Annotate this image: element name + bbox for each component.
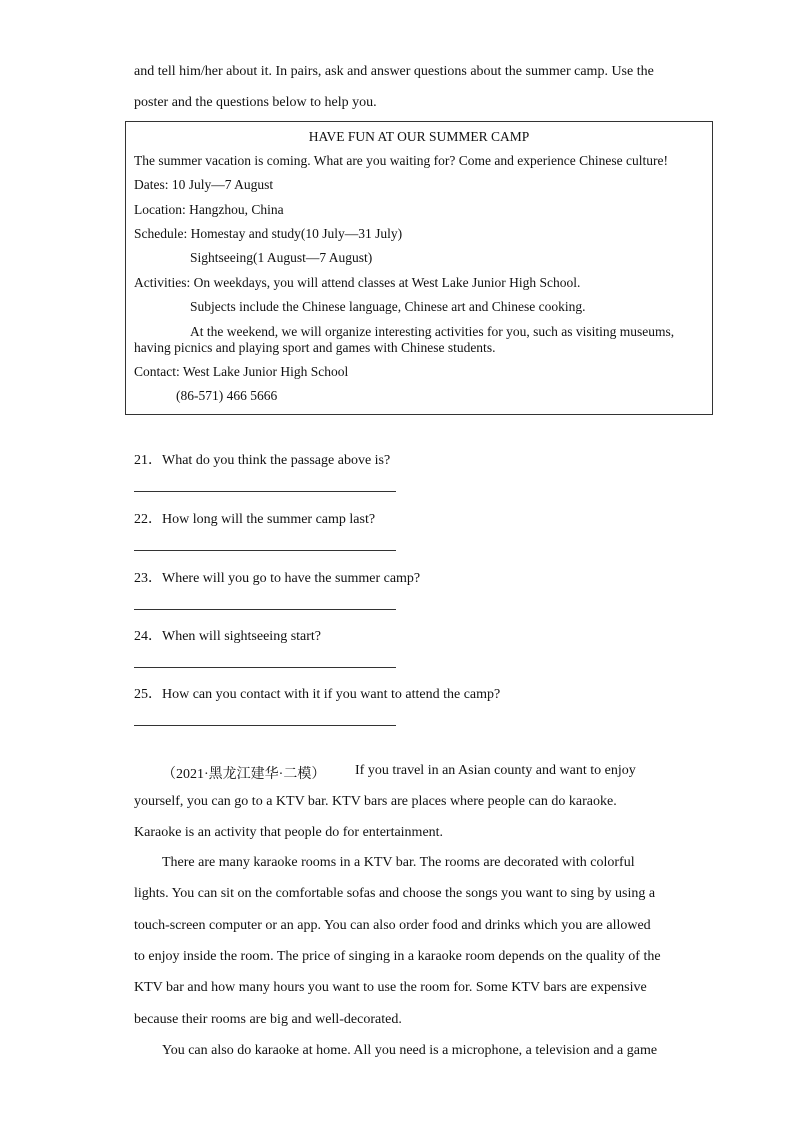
passage-line-8: KTV bar and how many hours you want to use the room for. Some KTV bars are expensive bbox=[134, 980, 647, 995]
poster-activities-3a: At the weekend, we will organize interesting activities for you, such as visiting museums, bbox=[190, 324, 675, 339]
passage-line-10: You can also do karaoke at home. All you need is a microphone, a television and a game bbox=[162, 1043, 658, 1058]
question-24: 24．When will sightseeing start? bbox=[134, 629, 322, 644]
passage-source: （2021·黑龙江建华·二模） bbox=[162, 767, 326, 782]
question-25: 25．How can you contact with it if you want to attend the camp? bbox=[134, 687, 501, 702]
passage-line-5: lights. You can sit on the comfortable sofas and choose the songs you want to sing by using a bbox=[134, 886, 656, 901]
intro-line-2: poster and the questions below to help you. bbox=[134, 95, 377, 110]
answer-line-24[interactable] bbox=[134, 667, 396, 668]
passage-line-1: If you travel in an Asian county and want to enjoy bbox=[355, 763, 636, 778]
passage-line-4: There are many karaoke rooms in a KTV bar. The rooms are decorated with colorful bbox=[162, 855, 635, 870]
poster-title: HAVE FUN AT OUR SUMMER CAMP bbox=[308, 129, 530, 144]
passage-line-9: because their rooms are big and well-decorated. bbox=[134, 1012, 402, 1027]
poster-activities-2: Subjects include the Chinese language, Chinese art and Chinese cooking. bbox=[190, 299, 586, 314]
intro-line-1: and tell him/her about it. In pairs, ask and answer questions about the summer camp. Use the bbox=[134, 64, 654, 79]
poster-dates: Dates: 10 July—7 August bbox=[134, 177, 274, 192]
poster-activities-3b: having picnics and playing sport and games with Chinese students. bbox=[134, 340, 496, 355]
poster-activities-1: Activities: On weekdays, you will attend classes at West Lake Junior High School. bbox=[134, 275, 581, 290]
poster-schedule-1: Schedule: Homestay and study(10 July—31 July) bbox=[134, 226, 403, 241]
question-23: 23．Where will you go to have the summer camp? bbox=[134, 571, 421, 586]
question-21: 21．What do you think the passage above is? bbox=[134, 453, 391, 468]
passage-line-2: yourself, you can go to a KTV bar. KTV bars are places where people can do karaoke. bbox=[134, 794, 617, 809]
poster-contact-2: (86-571) 466 5666 bbox=[176, 388, 278, 403]
passage-line-6: touch-screen computer or an app. You can also order food and drinks which you are allowed bbox=[134, 918, 651, 933]
passage-line-3: Karaoke is an activity that people do for entertainment. bbox=[134, 825, 444, 840]
poster-schedule-2: Sightseeing(1 August—7 August) bbox=[190, 250, 373, 265]
question-22: 22．How long will the summer camp last? bbox=[134, 512, 376, 527]
passage-line-7: to enjoy inside the room. The price of singing in a karaoke room depends on the quality of the bbox=[134, 949, 661, 964]
poster-intro: The summer vacation is coming. What are you waiting for? Come and experience Chinese culture! bbox=[134, 153, 668, 168]
answer-line-25[interactable] bbox=[134, 725, 396, 726]
answer-line-21[interactable] bbox=[134, 491, 396, 492]
answer-line-23[interactable] bbox=[134, 609, 396, 610]
poster-contact-1: Contact: West Lake Junior High School bbox=[134, 364, 349, 379]
poster-location: Location: Hangzhou, China bbox=[134, 202, 284, 217]
answer-line-22[interactable] bbox=[134, 550, 396, 551]
summer-camp-poster bbox=[125, 121, 713, 415]
